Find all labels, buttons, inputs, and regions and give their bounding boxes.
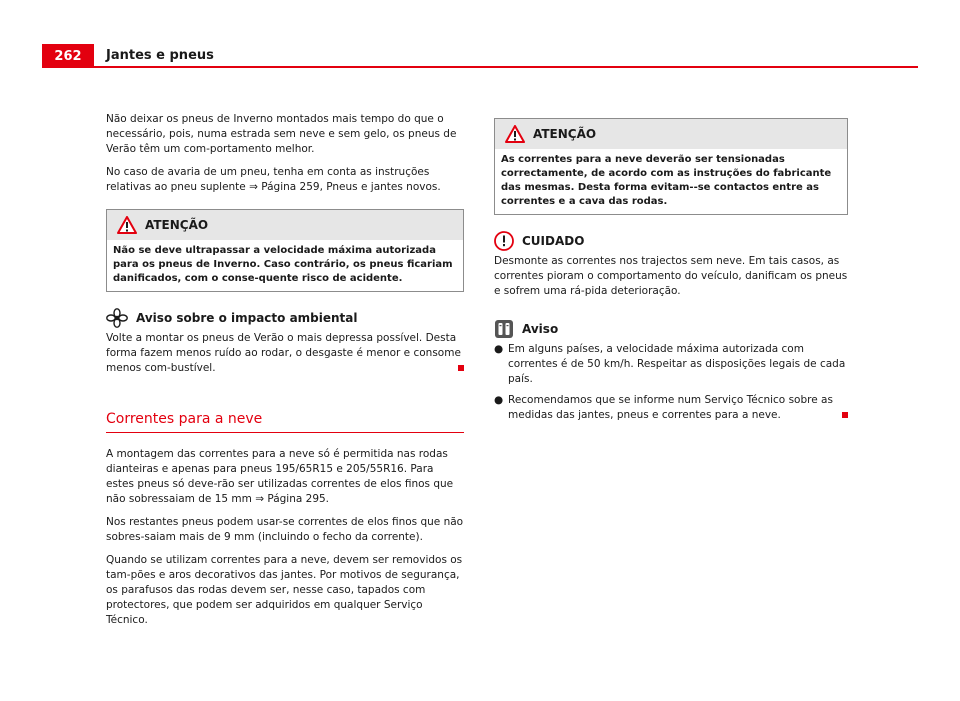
chapter-title: Jantes e pneus bbox=[106, 48, 214, 63]
bullet-marker: ● bbox=[494, 394, 504, 406]
list-item bbox=[494, 342, 848, 387]
caution-title: CUIDADO bbox=[522, 233, 585, 248]
caution-note-header bbox=[494, 231, 848, 251]
environment-note-text bbox=[106, 331, 464, 376]
section-end-marker bbox=[458, 365, 464, 371]
info-note-title: Aviso bbox=[522, 321, 559, 336]
warning-triangle-icon bbox=[117, 216, 137, 234]
info-note bbox=[494, 319, 848, 423]
caution-note bbox=[494, 231, 848, 299]
warning-title: ATENÇÃO bbox=[533, 126, 597, 141]
warning-box bbox=[106, 209, 464, 292]
info-note-header bbox=[494, 319, 848, 339]
paragraph: Não deixar os pneus de Inverno montados mais tempo do que o necessário, pois, numa estrada sem neve e sem gelo, os pneus de Verão têm um com-portamento melhor. bbox=[106, 113, 457, 155]
environment-note-body: Volte a montar os pneus de Verão o mais depressa possível. Desta forma fazem menos ruído ao rodar, o desgaste é menor e consome menos com-bustível. bbox=[106, 332, 461, 374]
list-item-body: Recomendamos que se informe num Serviço Técnico sobre as medidas das jantes, pneus e correntes para a neve. bbox=[508, 394, 833, 421]
environment-note-title: Aviso sobre o impacto ambiental bbox=[136, 310, 358, 325]
section-heading: Correntes para a neve bbox=[106, 412, 464, 433]
environment-note bbox=[106, 308, 464, 376]
paragraph: Quando se utilizam correntes para a neve, devem ser removidos os tam-pões e aros decorativos das jantes. Por motivos de segurança, os parafusos das rodas devem ser, nesse caso, tapados com protectores, que podem ser adquiridos em qualquer Serviço Técnico. bbox=[106, 554, 463, 626]
environment-note-header bbox=[106, 308, 464, 328]
info-note-icon bbox=[494, 319, 514, 339]
section-end-marker bbox=[842, 412, 848, 418]
paragraph: A montagem das correntes para a neve só é permitida nas rodas dianteiras e apenas para pneus 195/65R15 e 205/55R16. Para estes pneus só deve-rão ser utilizadas correntes de elos finos que não sobressaiam de 15 mm ⇒ Página 295. bbox=[106, 448, 454, 505]
warning-triangle-icon bbox=[505, 125, 525, 143]
list-item bbox=[494, 393, 848, 423]
left-column bbox=[106, 112, 464, 636]
warning-text: Não se deve ultrapassar a velocidade máxima autorizada para os pneus de Inverno. Caso contrário, os pneus ficariam danificados, com o conse-quente risco de acidente. bbox=[113, 245, 453, 284]
bullet-marker: ● bbox=[494, 343, 504, 355]
list-item-text: Em alguns países, a velocidade máxima autorizada com correntes é de 50 km/h. Respeitar as disposições legais de cada país. bbox=[508, 343, 846, 385]
warning-header bbox=[107, 210, 463, 240]
right-column bbox=[494, 112, 848, 443]
paragraph: No caso de avaria de um pneu, tenha em conta as instruções relativas ao pneu suplente ⇒ Página 259, Pneus e jantes novos. bbox=[106, 166, 441, 193]
page-number: 262 bbox=[42, 44, 94, 68]
header-rule bbox=[94, 66, 918, 68]
paragraph: Nos restantes pneus podem usar-se correntes de elos finos que não sobres-saiam mais de 9 mm (incluindo o fecho da corrente). bbox=[106, 516, 464, 543]
warning-header bbox=[495, 119, 847, 149]
warning-title: ATENÇÃO bbox=[145, 217, 209, 232]
warning-text: As correntes para a neve deverão ser tensionadas correctamente, de acordo com as instruções do fabricante das mesmas. Desta forma evitam--se contactos entre as correntes e a cava das rodas. bbox=[501, 154, 832, 207]
environment-flower-icon bbox=[106, 308, 128, 328]
list-item-text bbox=[508, 393, 848, 423]
warning-box bbox=[494, 118, 848, 215]
caution-text: Desmonte as correntes nos trajectos sem neve. Em tais casos, as correntes pioram o comportamento do veículo, danificam os pneus e sofrem uma rá-pida deterioração. bbox=[494, 255, 848, 297]
caution-exclamation-icon bbox=[494, 231, 514, 251]
